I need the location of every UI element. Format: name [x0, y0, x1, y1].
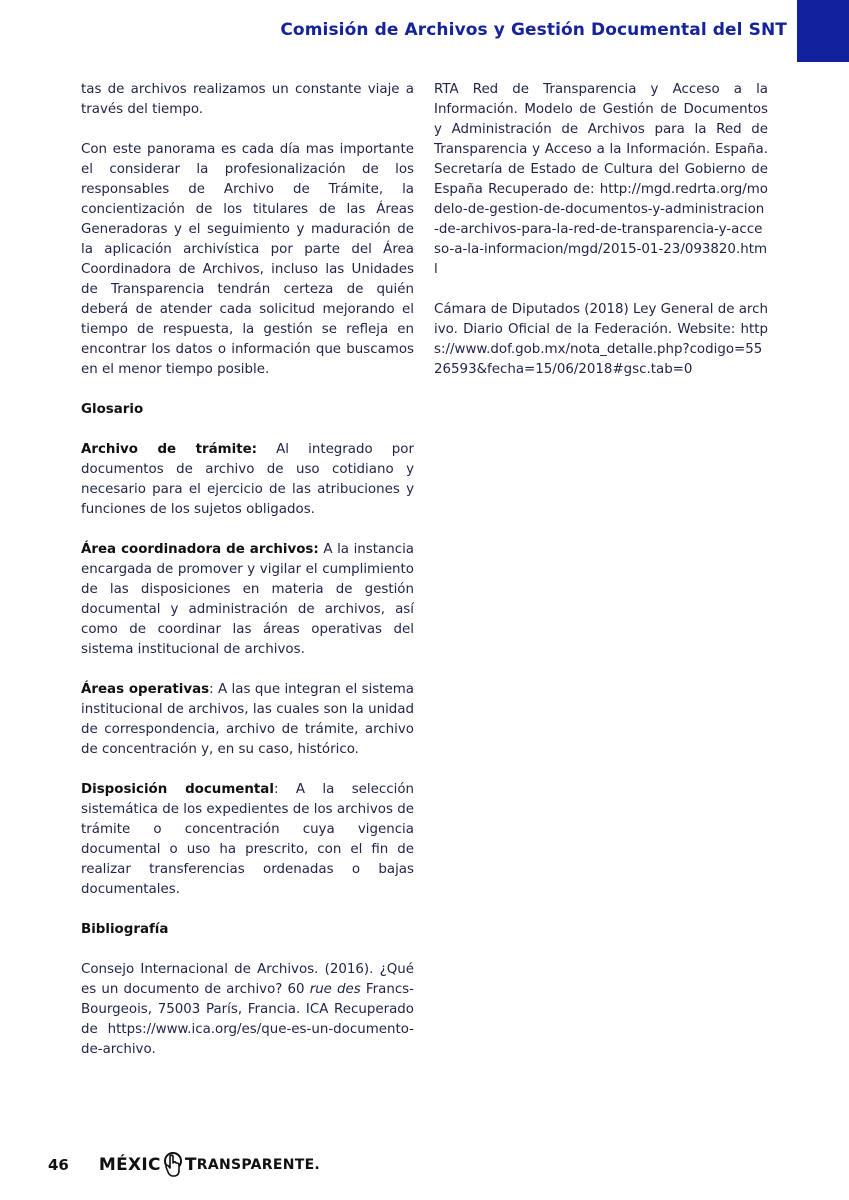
glossary-entry	[81, 680, 414, 760]
glossary-entry	[81, 540, 414, 660]
bibliography-text: RTA Red de Transparencia y Acceso a la Información. Modelo de Gestión de Documentos y Administración de Archivos para la Red de Transparencia y Acceso a la Información. España. Secretaría de Estado de Cultura del Gobierno de España Recuperado de:	[434, 82, 768, 197]
page-number: 46	[48, 1156, 69, 1174]
glossary-term: Área coordinadora de archivos:	[81, 542, 319, 557]
pointing-hand-icon	[162, 1152, 184, 1178]
bibliografia-heading: Bibliografía	[81, 922, 169, 937]
logo-text-mexico: MÉXIC	[98, 1155, 161, 1175]
mexico-transparente-logo	[99, 1152, 320, 1178]
bibliography-text: Francs-Bourgeois, 75003 París, Francia. ICA Recuperado de https://www.ica.org/es/que-es-un-documento-de-archivo.	[81, 982, 414, 1057]
bibliography-text: Consejo Internacional de Archivos. (2016). ¿Qué es un documento de archivo? 60	[81, 962, 414, 997]
glossary-entry	[81, 780, 414, 900]
glossary-term: Áreas operativas	[81, 682, 210, 697]
page-header-title: Comisión de Archivos y Gestión Documental del SNT	[280, 20, 787, 40]
bibliography-entry-rta	[434, 80, 768, 280]
glossary-term: Archivo de trámite:	[81, 442, 258, 457]
glossary-entry	[81, 440, 414, 520]
glossary-definition: : A las que integran el sistema institucional de archivos, las cuales son la unidad de correspondencia, archivo de trámite, archivo de concentración y, en su caso, histórico.	[81, 682, 414, 757]
logo-text-ransparente: RANSPARENTE.	[196, 1157, 321, 1173]
right-column	[434, 80, 768, 400]
bibliography-link[interactable]: http://mgd.redrta.org/modelo-de-gestion-de-documentos-y-administracion-de-archivos-para-la-red-de-transparencia-y-acceso-a-la-informacion/mgd/2015-01-23/093820.html	[434, 182, 768, 277]
bibliography-entry-diputados: Cámara de Diputados (2018) Ley General de archivo. Diario Oficial de la Federación. Website: https://www.dof.gob.mx/nota_detalle.php?codigo=5526593&fecha=15/06/2018#gsc.tab=0	[434, 302, 768, 377]
glossary-definition: A la instancia encargada de promover y vigilar el cumplimiento de las disposiciones en materia de gestión documental y administración de archivos, así como de coordinar las áreas operativas del sistema institucional de archivos.	[81, 542, 414, 657]
logo-text-t: T	[184, 1155, 197, 1175]
header-accent-block	[797, 0, 849, 62]
bibliography-italic: rue des	[309, 982, 361, 997]
page-footer	[48, 1151, 320, 1179]
paragraph-panorama: Con este panorama es cada día mas importante el considerar la profesionalización de los responsables de Archivo de Trámite, la concientización de los titulares de las Áreas Generadoras y el seguimiento y maduración de la aplicación archivística por parte del Área Coordinadora de Archivos, incluso las Unidades de Transparencia tendrán certeza de quién deberá de atender cada solicitud mejorando el tiempo de respuesta, la gestión se refleja en encontrar los datos o información que buscamos en el menor tiempo posible.	[81, 142, 414, 377]
bibliography-entry-ica	[81, 960, 414, 1060]
glossary-term: Disposición documental	[81, 782, 274, 797]
left-column	[81, 80, 414, 1080]
glossary-definition: Al integrado por documentos de archivo de uso cotidiano y necesario para el ejercicio de las atribuciones y funciones de los sujetos obligados.	[81, 442, 414, 517]
glosario-heading: Glosario	[81, 402, 144, 417]
glossary-definition: : A la selección sistemática de los expedientes de los archivos de trámite o concentración cuya vigencia documental o uso ha prescrito, con el fin de realizar transferencias ordenadas o bajas documentales.	[81, 782, 415, 897]
paragraph-continuation: tas de archivos realizamos un constante viaje a través del tiempo.	[81, 82, 414, 117]
